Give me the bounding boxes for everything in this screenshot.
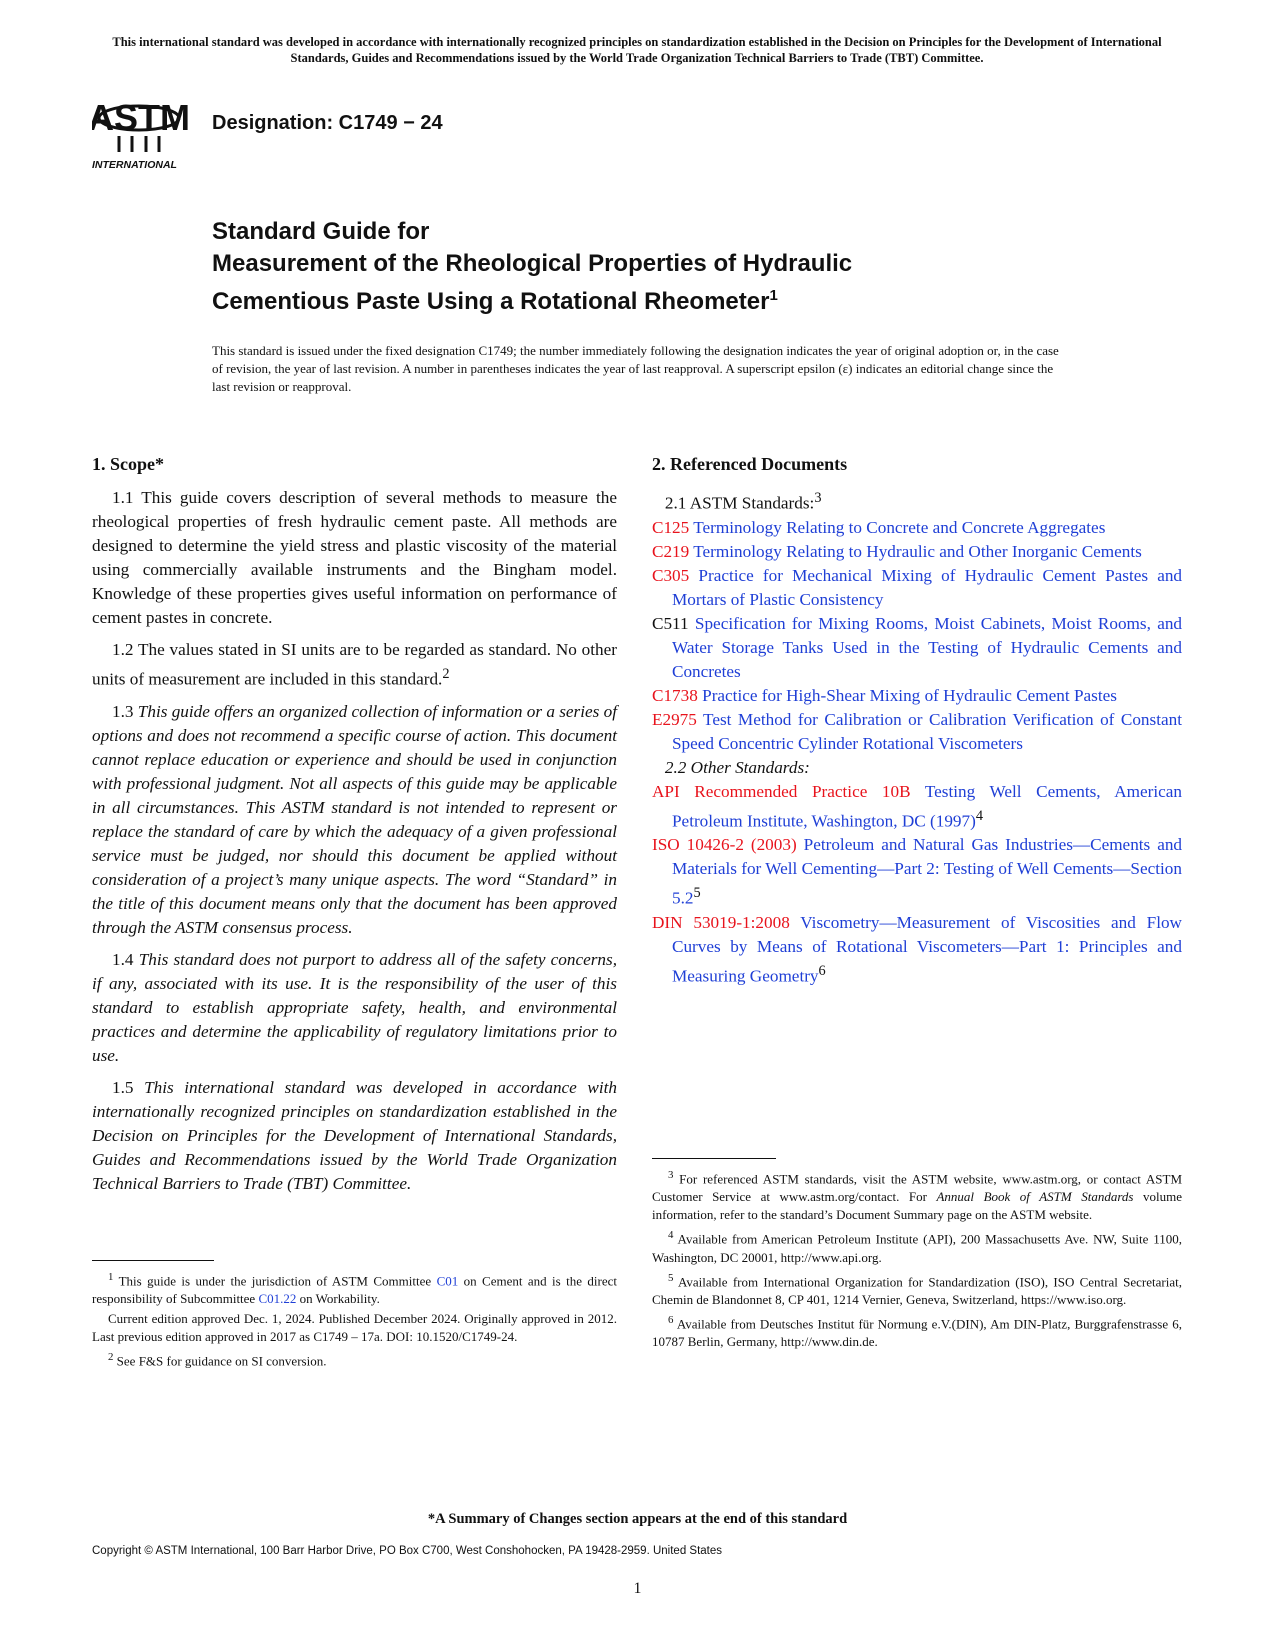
logo-label: INTERNATIONAL [92, 159, 177, 171]
ref-c305[interactable]: C305 Practice for Mechanical Mixing of Hydraulic Cement Pastes and Mortars of Plastic Consistency [652, 565, 1183, 609]
footnote-4: $^4$ Available from American Petroleum Institute (API), 200 Massachusetts Ave. NW, Suite 1100, Washington, DC 20001, http://www.api.org. [652, 1229, 1182, 1265]
ref-c1738[interactable]: C1738 Practice for High-Shear Mixing of Hydraulic Cement Pastes [652, 685, 1117, 705]
link-c01[interactable]: C01 [436, 1273, 459, 1289]
footnote-6: $^6$ Available from Deutsches Institut für Normung e.V.(DIN), Am DIN-Platz, Burggrafenstrasse 6, 10787 Berlin, Germany, http://www.din.de. [652, 1313, 1182, 1350]
astm-standards-label: 2.1 ASTM Standards:$^3$ [664, 490, 822, 513]
footnote-rule-left [92, 1260, 214, 1261]
title-line-3: Cementious Paste Using a Rotational Rheometer [212, 288, 770, 315]
designation: Designation: C1749 − 24 [212, 112, 443, 134]
link-c01-22[interactable]: C01.22 [258, 1291, 297, 1307]
top-notice: This international standard was developed in accordance with internationally recognized principles on standardization established in the Decision on Principles for the Development of International Standards, Guides and Recommendations issued by the World Trade Organization Technical Barriers to Trade (TBT) Committee. [112, 35, 1162, 65]
footnote-1-edition: Current edition approved Dec. 1, 2024. Published December 2024. Originally approved in 2012. Last previous edition approved in 2017 as C1749 – 17a. DOI: 10.1520/C1749-24. [92, 1311, 617, 1345]
referenced-heading: 2. Referenced Documents [652, 454, 848, 474]
title-line-2: Measurement of the Rheological Properties of Hydraulic [212, 250, 853, 277]
para-1-1: 1.1 This guide covers description of several methods to measure the rheological properties of fresh hydraulic cement paste. All methods are designed to determine the yield stress and plastic viscosity of the material using commercially available instruments and the Bingham model. Knowledge of these properties gives useful information on performance of cement pastes in concrete. [92, 488, 617, 627]
ref-iso-10426-2[interactable]: ISO 10426-2 (2003) Petroleum and Natural Gas Industries—Cements and Materials for Well Cementing—Part 2: Testing of Well Cements—Section $5.2^5$ [652, 835, 1183, 909]
title-line-1: Standard Guide for [212, 218, 430, 245]
ref-e2975[interactable]: E2975 Test Method for Calibration or Calibration Verification of Constant Speed Concentric Cylinder Rotational Viscometers [652, 709, 1182, 753]
other-standards-label: 2.2 Other Standards: [664, 757, 810, 777]
para-1-5: 1.5 This international standard was developed in accordance with internationally recognized principles on standardization established in the Decision on Principles for the Development of International Standards, Guides and Recommendations issued by the World Trade Organization Technical Barriers to Trade (TBT) Committee. [92, 1077, 617, 1193]
right-column [652, 452, 1182, 989]
para-1-4: 1.4 This standard does not purport to address all of the safety concerns, if any, associated with its use. It is the responsibility of the user of this standard to establish appropriate safety, health, and environmental practices and determine the applicability of regulatory limitations prior to use. [92, 949, 618, 1065]
footnotes-left [92, 1268, 617, 1373]
astm-logo [92, 84, 196, 180]
issued-note: This standard is issued under the fixed designation C1749; the number immediately following the designation indicates the year of original adoption or, in the case of revision, the year of last revision. A number in parentheses indicates the year of last reapproval. A superscript epsilon (ε) indicates an editorial change since the last revision or reapproval. [212, 343, 1059, 394]
footnote-2: $^2$ See F&S for guidance on SI conversion. [108, 1351, 327, 1369]
ref-c511[interactable]: C511 Specification for Mixing Rooms, Moist Cabinets, Moist Rooms, and Water Storage Tanks Used in the Testing of Hydraulic Cements and Concretes [652, 613, 1183, 681]
para-1-2: 1.2 The values stated in SI units are to be regarded as standard. No other units of measurement are included in this standard.$^2$ [92, 640, 617, 689]
page-number: 1 [633, 1580, 642, 1597]
document-title [212, 216, 852, 318]
ref-c219[interactable]: C219 Terminology Relating to Hydraulic and Other Inorganic Cements [652, 541, 1142, 561]
svg-text:ASTM: ASTM [92, 97, 190, 138]
ref-din-53019-1[interactable]: DIN 53019-1:2008 Viscometry—Measurement of Viscosities and Flow Curves by Means of Rotational Viscometers—Part 1: Principles and Measuring Geometry$^6$ [652, 913, 1182, 986]
footnotes-right [652, 1166, 1182, 1353]
footnote-mark-2: 2 [442, 666, 450, 682]
footnote-3: $^3$ For referenced ASTM standards, visit the ASTM website, www.astm.org, or contact ASTM Customer Service at www.astm.org/contact. For Annual Book of ASTM Standards volume information, refer to the standard’s Document Summary page on the ASTM website. [652, 1169, 1183, 1223]
left-column [92, 452, 617, 1204]
ref-c125[interactable]: C125 Terminology Relating to Concrete and Concrete Aggregates [652, 517, 1106, 537]
summary-of-changes-note: *A Summary of Changes section appears at the end of this standard [427, 1511, 848, 1527]
footnote-rule-right [652, 1158, 776, 1159]
footnote-5: $^5$ Available from International Organization for Standardization (ISO), ISO Central Secretariat, Chemin de Blandonnet 8, CP 401, 1214 Vernier, Geneva, Switzerland, https://www.iso.org. [652, 1271, 1182, 1307]
ref-api-10b[interactable]: API Recommended Practice 10B Testing Well Cements, American Petroleum Institute, Washington, DC $(1997)^4$ [652, 781, 1182, 831]
footnote-1: $^1$ This guide is under the jurisdiction of ASTM Committee C01 on Cement and is the direct responsibility of Subcommittee C01.22 on Workability. [92, 1271, 618, 1307]
para-1-3: 1.3 This guide offers an organized collection of information or a series of options and does not recommend a specific course of action. This document cannot replace education or experience and should be used in conjunction with professional judgment. Not all aspects of this guide may be applicable in all circumstances. This ASTM standard is not intended to represent or replace the standard of care by which the adequacy of a given professional service must be judged, nor should this document be applied without consideration of a project’s many unique aspects. The word “Standard” in the title of this document means only that the document has been approved through the ASTM consensus process. [92, 701, 618, 937]
title-footnote-mark: 1 [769, 287, 778, 304]
copyright: Copyright © ASTM International, 100 Barr Harbor Drive, PO Box C700, West Conshohocken, PA 19428-2959. United States [92, 1545, 723, 1557]
scope-heading: 1. Scope* [92, 454, 164, 474]
